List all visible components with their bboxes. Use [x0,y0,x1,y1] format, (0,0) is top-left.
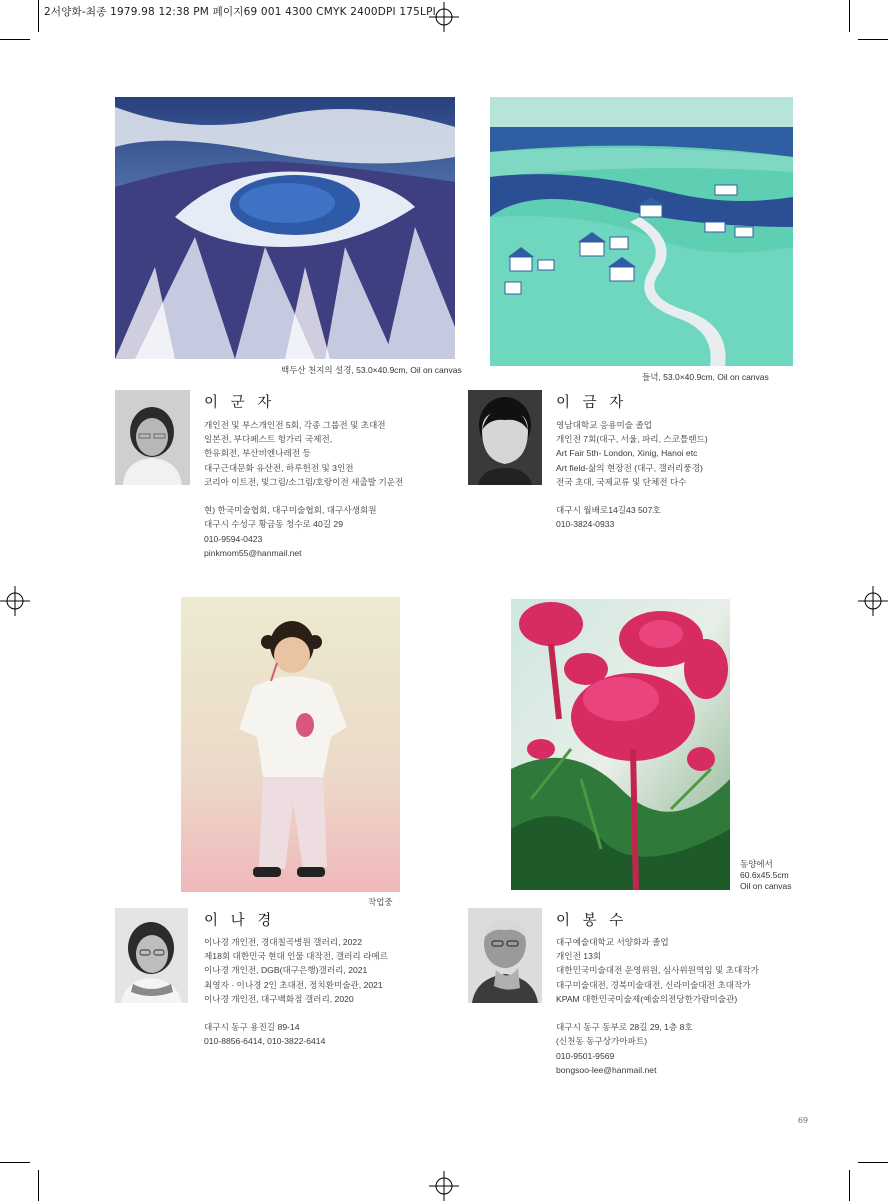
artist-name: 이 금 자 [556,395,628,411]
career-line: 코리아 이트전, 빛그림/소그림/호랑이전 새출발 기운전 [204,476,404,487]
registration-mark-left [0,586,30,616]
artist-portrait-photo [115,908,188,1003]
career-line: 이나경 개인전, 경대칠곡병원 갤러리, 2022 [204,937,362,947]
contact-line: 대구시 동구 용진길 89-14 [204,1022,300,1033]
artist-portrait-photo [468,908,542,1003]
contact-line: 010-8856-6414, 010-3822-6414 [204,1036,326,1047]
artwork-caption: 작업중 [368,897,393,907]
artist-bio [556,418,708,532]
career-line: 대구예술대학교 서양화과 졸업 [556,937,669,947]
career-line: 대구근대문화 유산전, 하루헌전 및 3인전 [204,462,354,473]
career-line: Art field-삶의 현장전 (대구, 갤러리풍경) [556,462,703,473]
career-line: KPAM 대한민국미술제(예술의전당한가람미술관) [556,993,738,1004]
artist-name: 이 봉 수 [556,913,628,929]
artist-bio [556,935,759,1077]
contact-email: pinkmom55@hanmail.net [204,547,302,558]
career-line: 이나경 개인전, 대구백화점 갤러리, 2020 [204,993,354,1004]
registration-mark-bottom [429,1171,459,1201]
contact-line: 대구시 수성구 황금동 청수로 40길 29 [204,519,343,530]
artist-name: 이 군 자 [204,395,276,411]
career-line: 대구미술대전, 경북미술대전, 신라미술대전 초대작가 [556,979,751,990]
caption-title: 동양에서 [740,859,773,869]
contact-email: bongsoo-lee@hanmail.net [556,1064,657,1075]
career-line: 대한민국미술대전 운영위원, 심사위원역임 및 초대작가 [556,965,759,976]
contact-line: 현) 한국미술협회, 대구미술협회, 대구사생회원 [204,505,377,516]
career-line: Art Fair 5th- London, Xinig, Hanoi etc [556,448,698,459]
contact-line: 대구시 월배로14길43 507호 [556,505,661,516]
registration-mark-top [429,2,459,32]
contact-line: 010-9501-9569 [556,1050,615,1061]
artwork-baekdusan-painting [115,97,455,359]
registration-mark-right [858,586,888,616]
career-line: 한유회전, 부산비엔나레전 등 [204,448,311,459]
contact-line: 010-3824-0933 [556,519,615,530]
career-line: 개인전 및 부스개인전 5회, 각종 그룹전 및 초대전 [204,420,386,430]
contact-line: 010-9594-0423 [204,533,263,544]
artwork-caption: 백두산 천지의 설경, 53.0×40.9cm, Oil on canvas [281,365,462,375]
print-slug: 2서양화-최종 1979.98 12:38 PM 페이지69 001 4300 CMYK 2400DPI 175LPI [44,6,436,18]
career-line: 제18회 대한민국 현대 인물 대작전, 갤러리 라메르 [204,951,389,962]
artist-portrait-photo [468,390,542,485]
contact-line: (신천동 동구상가아파트) [556,1036,648,1047]
artwork-field-painting [490,97,793,366]
caption-medium: Oil on canvas [740,881,792,891]
artist-bio [204,418,403,560]
caption-size: 60.6x45.5cm [740,870,789,880]
career-line: 개인전 7회(대구, 서울, 파리, 스코틀랜드) [556,434,708,445]
artwork-caption: 들녁, 53.0×40.9cm, Oil on canvas [642,372,769,382]
artwork-caption [740,859,792,892]
career-line: 영남대학교 응용미술 졸업 [556,420,653,430]
career-line: 일본전, 부다페스트 헝가리 국제전, [204,434,333,445]
artist-name: 이 나 경 [204,913,276,929]
artwork-flower-painting [511,599,730,890]
career-line: 최영자 · 이나경 2인 초대전, 정치환미술관, 2021 [204,979,383,990]
artist-bio [204,935,388,1049]
career-line: 이나경 개인전, DGB(대구은행)갤러리, 2021 [204,965,368,976]
career-line: 전국 초대, 국제교류 및 단체전 다수 [556,476,687,487]
artwork-girl-painting [181,597,400,892]
artist-portrait-photo [115,390,190,485]
career-line: 개인전 13회 [556,951,602,962]
contact-line: 대구시 동구 동부로 28길 29, 1층 8호 [556,1022,693,1033]
page-number: 69 [797,1116,808,1125]
